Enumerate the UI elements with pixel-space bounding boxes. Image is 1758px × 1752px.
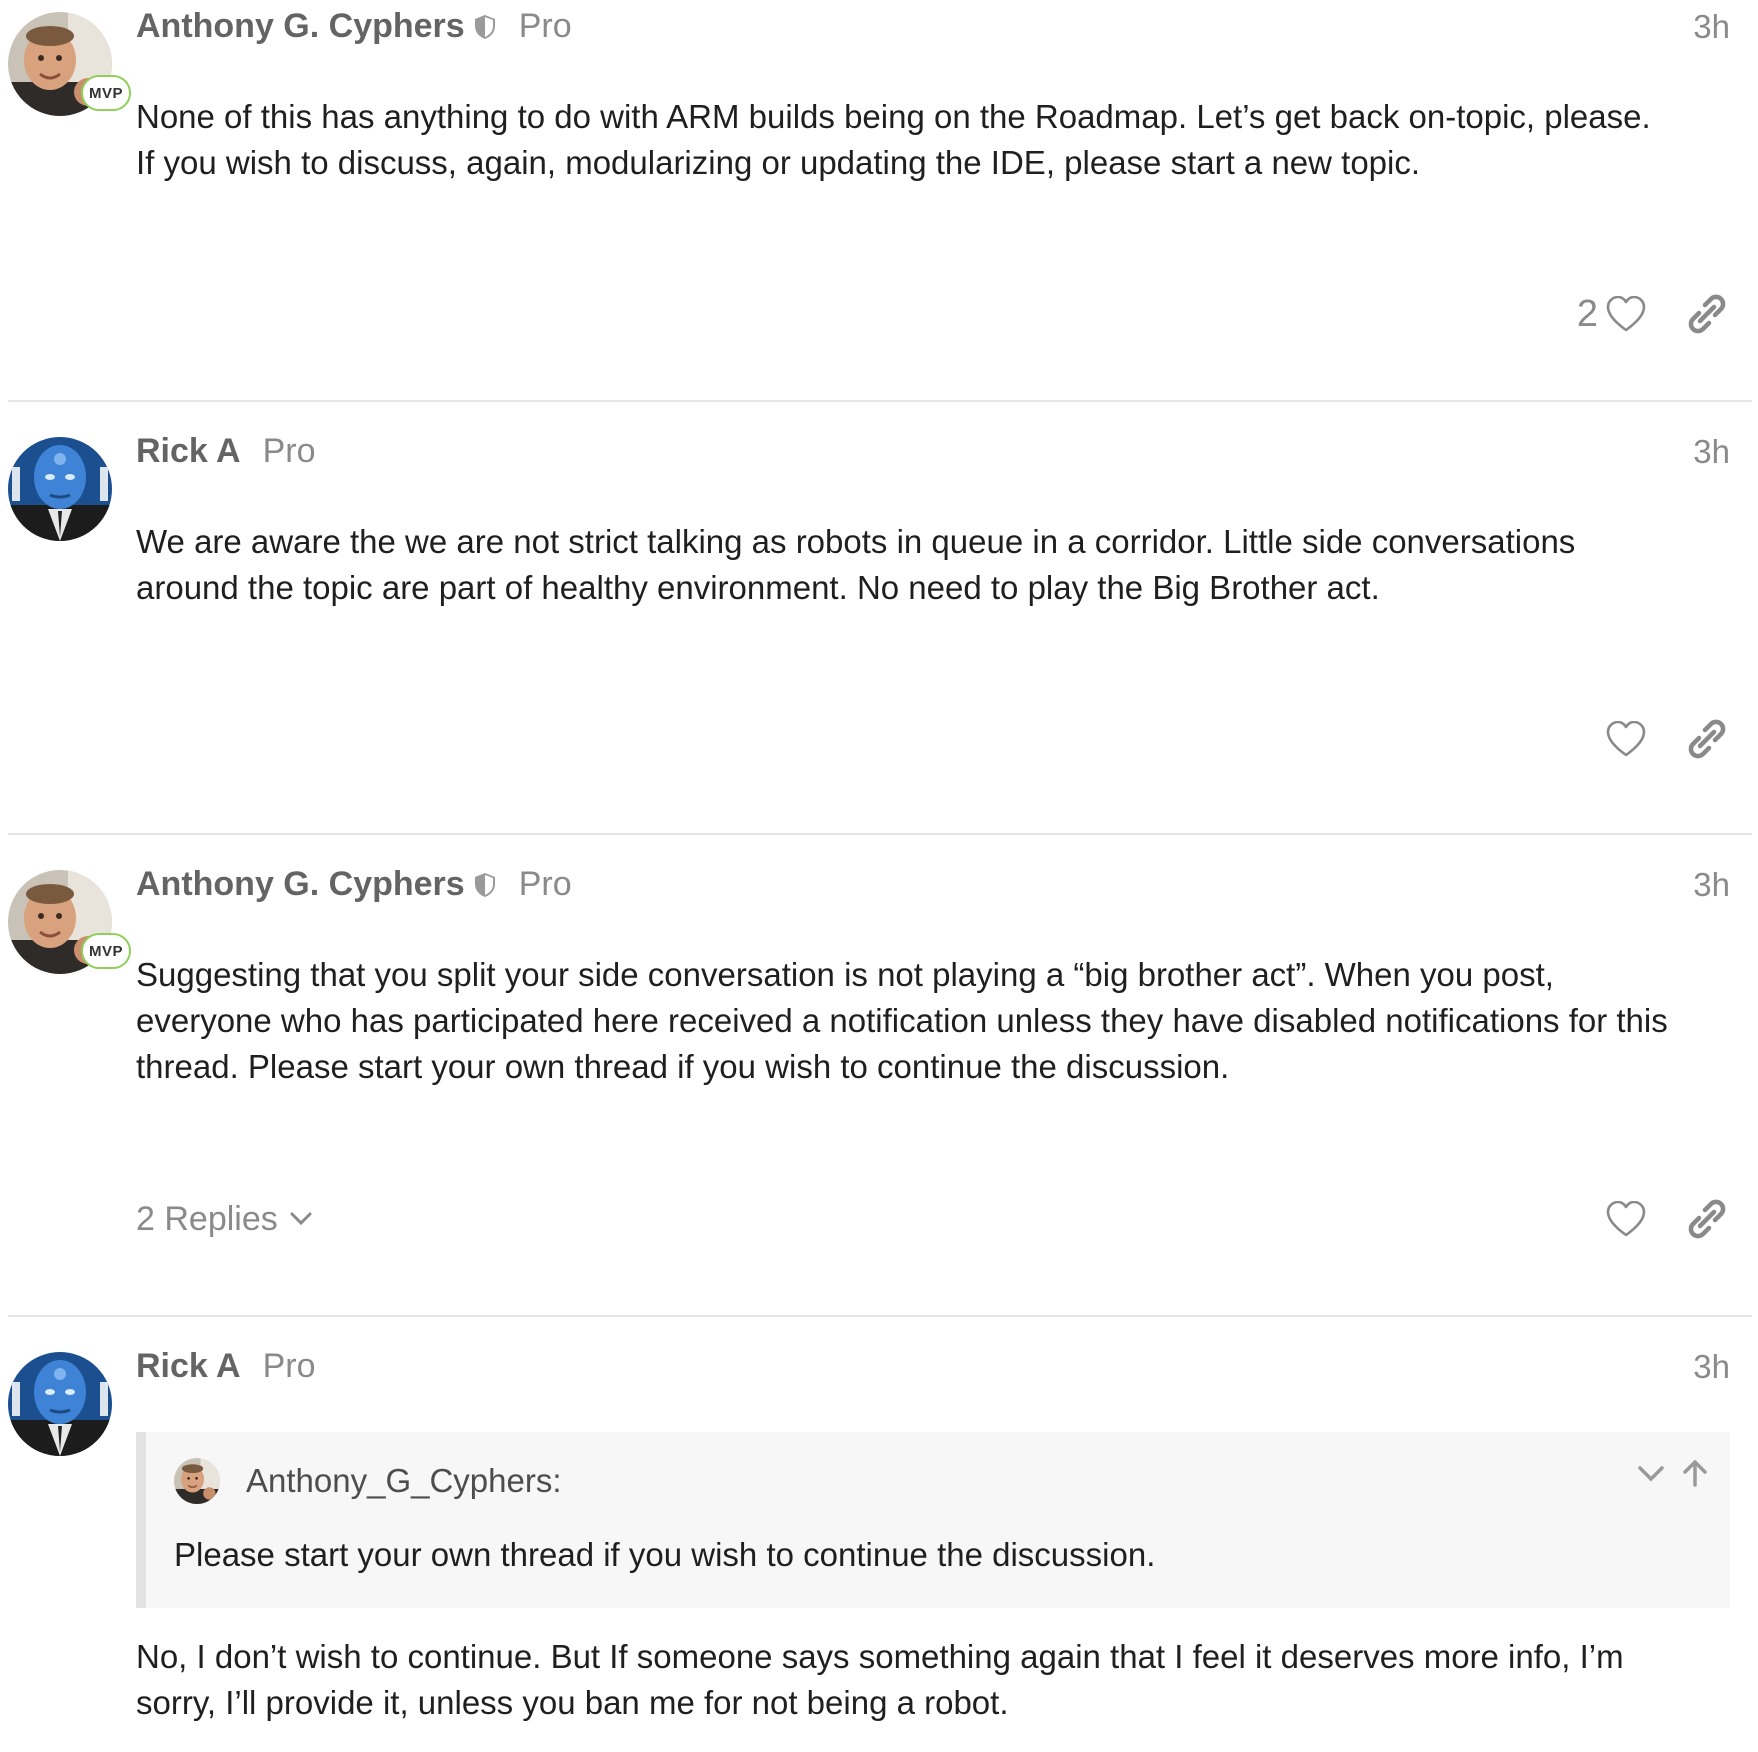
arrow-up-icon[interactable] — [1680, 1458, 1710, 1488]
post-date[interactable]: 3h — [1693, 433, 1730, 470]
post-text-line: None of this has anything to do with ARM builds being on the Roadmap. Let’s get back on-topic, please. — [136, 98, 1651, 135]
chevron-down-icon — [290, 1212, 312, 1226]
shield-icon — [473, 14, 497, 45]
post-text-line: around the topic are part of healthy environment. No need to play the Big Brother act. — [136, 569, 1380, 606]
post-meta — [136, 1346, 315, 1386]
username[interactable]: Anthony G. Cyphers — [136, 6, 465, 45]
heart-icon[interactable] — [1606, 296, 1646, 332]
replies-label: 2 Replies — [136, 1199, 278, 1238]
post-actions — [1606, 715, 1732, 763]
post-date[interactable]: 3h — [1693, 8, 1730, 45]
username[interactable]: Anthony G. Cyphers — [136, 864, 465, 903]
username[interactable]: Rick A — [136, 431, 241, 470]
quote-avatar — [174, 1458, 220, 1504]
post-date[interactable]: 3h — [1693, 866, 1730, 903]
quote-username[interactable]: Anthony_G_Cyphers: — [246, 1462, 562, 1499]
like-group — [1577, 293, 1646, 336]
avatar[interactable] — [8, 1352, 112, 1456]
post-actions — [1577, 290, 1732, 338]
user-title: Pro — [262, 431, 316, 470]
mvp-badge: MVP — [81, 933, 131, 969]
post-body — [136, 1634, 1736, 1726]
link-icon[interactable] — [1682, 289, 1732, 339]
post-body — [136, 94, 1736, 186]
username[interactable]: Rick A — [136, 1346, 241, 1385]
post-text-line: sorry, I’ll provide it, unless you ban me for not being a robot. — [136, 1684, 1009, 1721]
post-body — [136, 952, 1736, 1090]
link-icon[interactable] — [1682, 1194, 1732, 1244]
avatar[interactable] — [8, 870, 123, 974]
user-title: Pro — [518, 864, 572, 903]
post-text-line: We are aware the we are not strict talking as robots in queue in a corridor. Little side conversations — [136, 523, 1576, 560]
post-divider — [8, 833, 1752, 835]
avatar[interactable] — [8, 437, 112, 541]
post-body — [136, 519, 1736, 611]
like-count[interactable]: 2 — [1576, 292, 1598, 335]
link-icon[interactable] — [1682, 714, 1732, 764]
avatar[interactable] — [8, 12, 123, 116]
chevron-down-icon[interactable] — [1636, 1458, 1666, 1488]
quote-controls — [1636, 1458, 1710, 1488]
post-meta — [136, 431, 315, 471]
post-text-line: everyone who has participated here received a notification unless they have disabled notifications for this — [136, 1002, 1668, 1039]
post-text-line: Suggesting that you split your side conversation is not playing a “big brother act”. When you post, — [136, 956, 1554, 993]
user-title: Pro — [518, 6, 572, 45]
post-text-line: thread. Please start your own thread if you wish to continue the discussion. — [136, 1048, 1230, 1085]
post-text-line: No, I don’t wish to continue. But If someone says something again that I feel it deserves more info, I’m — [136, 1638, 1624, 1675]
mvp-badge: MVP — [81, 75, 131, 111]
post-meta — [136, 864, 572, 904]
post-date[interactable]: 3h — [1693, 1348, 1730, 1385]
heart-icon[interactable] — [1606, 1201, 1646, 1237]
quote-block — [136, 1432, 1730, 1608]
heart-icon[interactable] — [1606, 721, 1646, 757]
post-text-line: If you wish to discuss, again, modularizing or updating the IDE, please start a new topic. — [136, 144, 1421, 181]
post-divider — [8, 1315, 1752, 1317]
replies-toggle[interactable] — [136, 1195, 312, 1243]
quote-text: Please start your own thread if you wish to continue the discussion. — [174, 1536, 1156, 1573]
user-title: Pro — [262, 1346, 316, 1385]
post-meta — [136, 6, 572, 46]
shield-icon — [473, 872, 497, 903]
post-actions — [1606, 1195, 1732, 1243]
post-divider — [8, 400, 1752, 402]
